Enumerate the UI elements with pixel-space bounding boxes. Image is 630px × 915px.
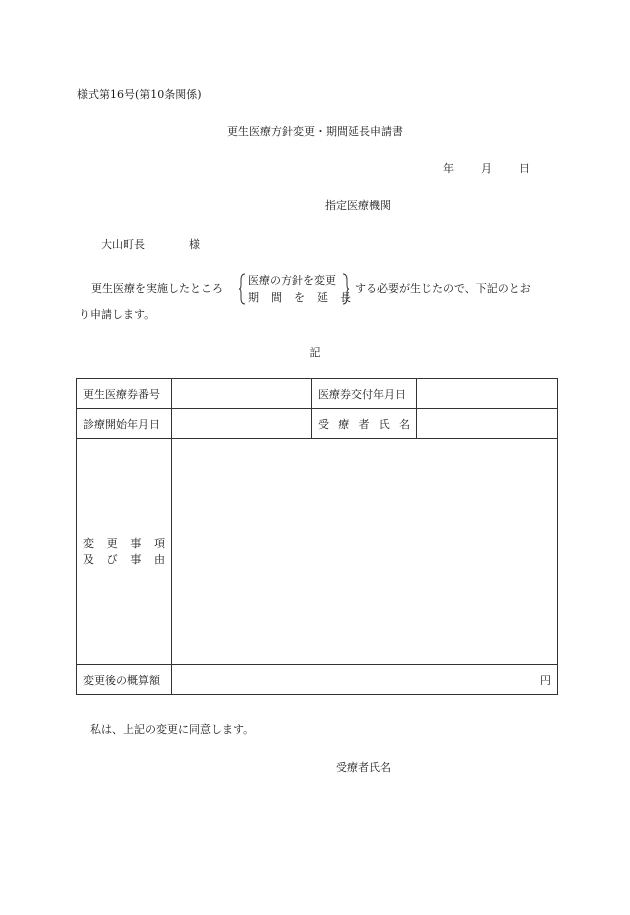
ki-heading: 記 xyxy=(309,346,321,359)
statement-tail: する必要が生じたので、下記のとお xyxy=(355,282,531,295)
label-char: 事 xyxy=(130,552,142,566)
date-line xyxy=(443,160,530,176)
treatment-start-date-label: 診療開始年月日 xyxy=(77,409,172,439)
document-title: 更生医療方針変更・期間延長申請書 xyxy=(227,125,403,138)
designated-institution-label: 指定医療機関 xyxy=(325,199,391,212)
label-char: 氏 xyxy=(378,417,390,431)
table-row xyxy=(77,665,558,695)
yen-unit: 円 xyxy=(540,673,551,687)
day-label: 日 xyxy=(519,162,530,175)
table-row xyxy=(77,379,558,409)
label-char: 項 xyxy=(153,536,165,550)
change-reason-field[interactable] xyxy=(172,439,558,665)
option-extend-char: 延 xyxy=(317,291,328,304)
patient-name-cell-label xyxy=(312,409,417,439)
estimated-cost-field[interactable] xyxy=(172,665,558,695)
label-char: 由 xyxy=(153,552,165,566)
option-extend-char: 間 xyxy=(271,291,282,304)
form-number: 様式第16号(第10条関係) xyxy=(77,88,202,101)
addressee xyxy=(101,236,200,252)
addressee-name: 大山町長 xyxy=(101,238,145,251)
month-label: 月 xyxy=(481,162,492,175)
application-table xyxy=(76,378,558,695)
treatment-start-date-field[interactable] xyxy=(172,409,312,439)
option-extend-char: 長 xyxy=(340,291,351,304)
patient-name-field[interactable] xyxy=(417,409,558,439)
option-extend-char: 期 xyxy=(248,291,259,304)
label-char: 受 xyxy=(318,417,329,431)
voucher-issue-date-label: 医療券交付年月日 xyxy=(312,379,417,409)
label-char: 名 xyxy=(399,417,410,431)
change-reason-label xyxy=(77,439,172,665)
table-row xyxy=(77,409,558,439)
option-change-policy: 医療の方針を変更 xyxy=(248,274,336,287)
consent-statement: 私は、上記の変更に同意します。 xyxy=(90,723,255,736)
label-char: 療 xyxy=(338,417,350,431)
label-char: び xyxy=(106,552,118,566)
voucher-number-label: 更生医療券番号 xyxy=(77,379,172,409)
patient-name-signature-label: 受療者氏名 xyxy=(336,761,391,774)
voucher-number-field[interactable] xyxy=(172,379,312,409)
year-label: 年 xyxy=(443,162,454,175)
estimated-cost-label: 変更後の概算額 xyxy=(77,665,172,695)
table-row xyxy=(77,439,558,665)
label-char: 変 xyxy=(83,536,94,550)
addressee-honorific: 様 xyxy=(189,238,200,251)
label-char: 及 xyxy=(83,552,94,566)
statement-lead: 更生医療を実施したところ xyxy=(91,282,223,295)
option-brace-group xyxy=(239,272,349,306)
label-char: 事 xyxy=(130,536,142,550)
statement-continuation: り申請します。 xyxy=(79,308,156,321)
voucher-issue-date-field[interactable] xyxy=(417,379,558,409)
label-char: 者 xyxy=(358,417,370,431)
label-char: 更 xyxy=(106,536,118,550)
option-extend-char: を xyxy=(294,291,305,304)
option-extend-period xyxy=(248,289,351,305)
